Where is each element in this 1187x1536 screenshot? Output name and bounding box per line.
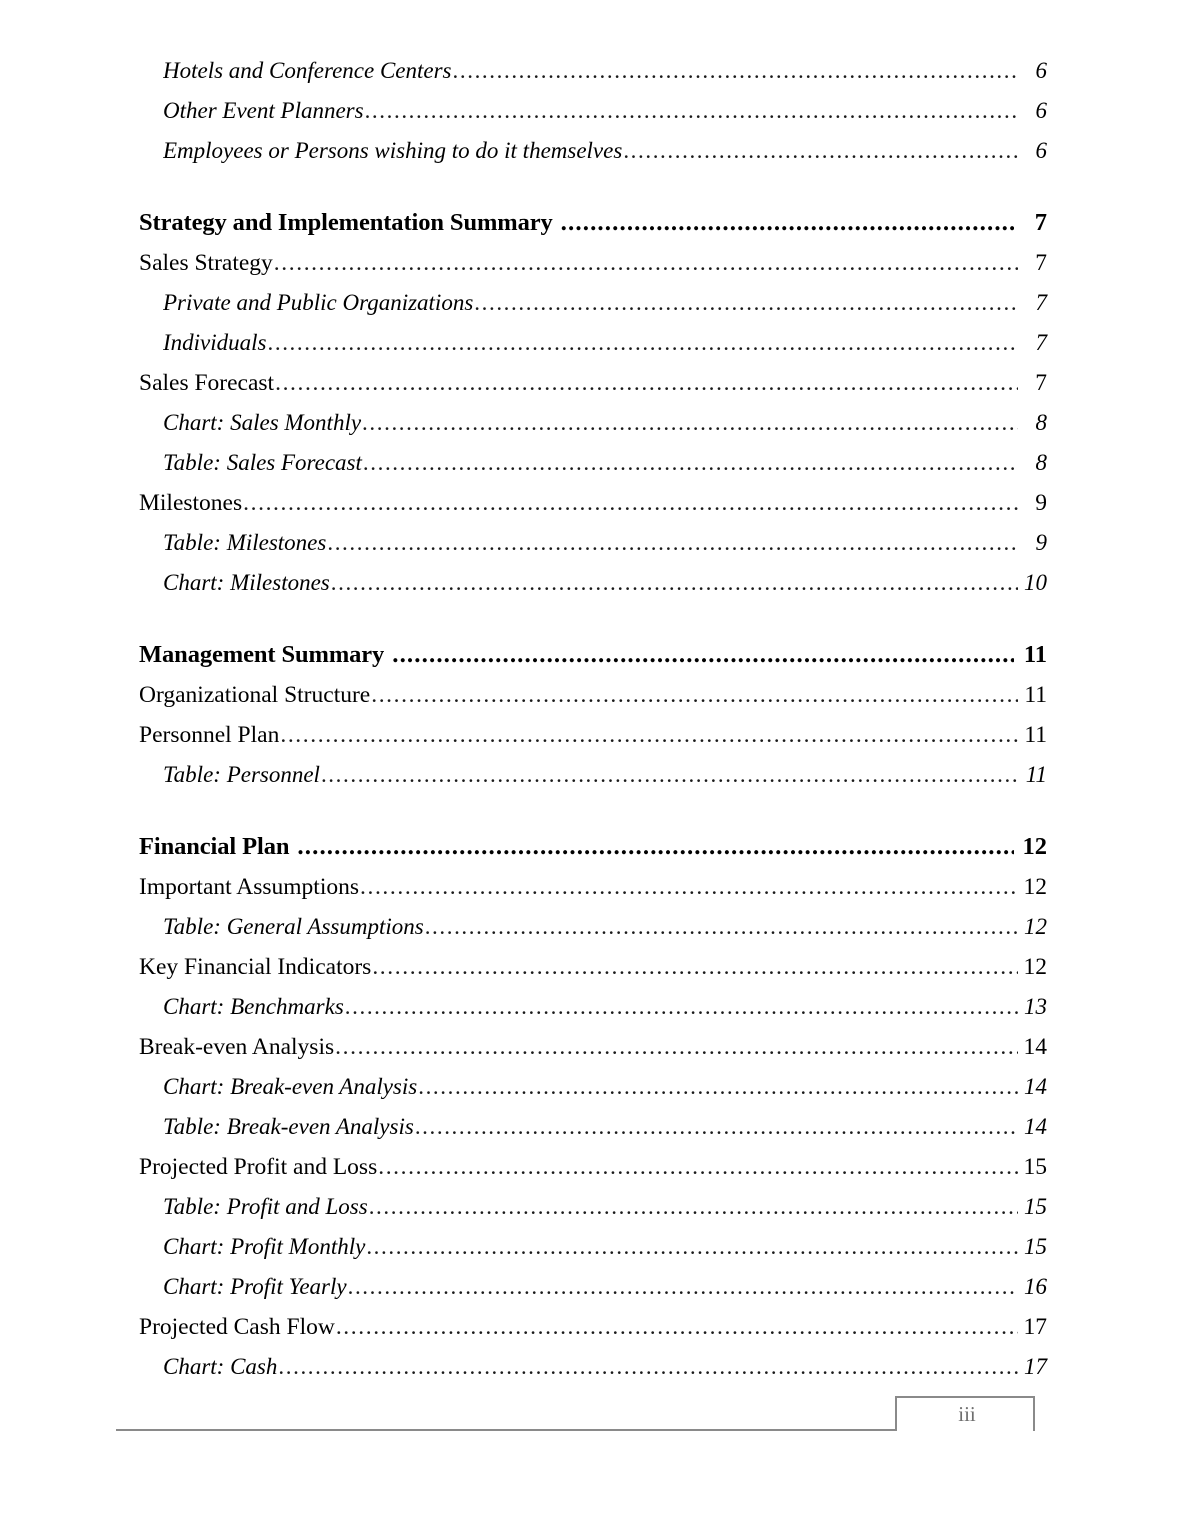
toc-entry[interactable] (139, 641, 1047, 682)
toc-entry-page-number: 12 (1023, 874, 1047, 900)
toc-dot-leader (336, 1314, 1018, 1338)
toc-entry-page-number: 15 (1024, 1234, 1047, 1259)
toc-entry-page-number: 17 (1024, 1354, 1047, 1379)
toc-dot-leader (275, 370, 1018, 394)
toc-entry[interactable] (139, 138, 1047, 178)
toc-entry-page-number: 15 (1023, 1154, 1047, 1180)
toc-entry-page-number: 12 (1024, 914, 1047, 939)
toc-entry-page-number: 6 (1035, 138, 1047, 163)
toc-entry[interactable] (139, 954, 1047, 994)
toc-entry[interactable] (139, 722, 1047, 762)
toc-entry[interactable] (139, 250, 1047, 290)
toc-entry[interactable] (139, 209, 1047, 250)
toc-entry-page-number: 17 (1023, 1314, 1047, 1340)
toc-dot-leader (362, 410, 1018, 433)
toc-entry[interactable] (139, 490, 1047, 530)
toc-entry-page-number: 13 (1024, 994, 1047, 1019)
toc-entry-page-number: 14 (1024, 1114, 1047, 1139)
toc-entry-title: Organizational Structure (139, 682, 371, 708)
toc-entry-title: Financial Plan (139, 833, 290, 860)
toc-dot-leader (327, 530, 1018, 553)
page-number: iii (958, 1402, 976, 1426)
page-footer (0, 1396, 1187, 1466)
toc-entry[interactable] (139, 833, 1047, 874)
toc-dot-leader (331, 570, 1018, 593)
toc-entry[interactable] (139, 98, 1047, 138)
toc-dot-leader (425, 914, 1018, 937)
toc-entry-page-number: 12 (1022, 833, 1047, 860)
toc-entry-page-number: 11 (1023, 641, 1047, 668)
toc-entry-title: Personnel Plan (139, 722, 280, 748)
toc-entry-page-number: 15 (1024, 1194, 1047, 1219)
toc-entry-title: Chart: Profit Monthly (163, 1234, 366, 1259)
toc-entry-page-number: 11 (1024, 682, 1047, 708)
toc-entry-title: Chart: Cash (163, 1354, 278, 1379)
toc-entry-title: Hotels and Conference Centers (163, 58, 452, 83)
toc-entry-page-number: 7 (1035, 330, 1047, 355)
toc-entry[interactable] (139, 682, 1047, 722)
toc-entry-page-number: 7 (1035, 290, 1047, 315)
table-of-contents (139, 58, 1047, 1394)
toc-entry[interactable] (139, 1274, 1047, 1314)
toc-dot-leader (371, 682, 1018, 706)
toc-entry-title: Management Summary (139, 641, 385, 668)
toc-dot-leader (297, 833, 1014, 858)
toc-entry-title: Individuals (163, 330, 267, 355)
toc-entry-page-number: 11 (1024, 722, 1047, 748)
toc-dot-leader (415, 1114, 1018, 1137)
toc-entry-page-number: 7 (1035, 250, 1047, 276)
toc-entry[interactable] (139, 1154, 1047, 1194)
toc-dot-leader (561, 209, 1014, 234)
toc-entry[interactable] (139, 1354, 1047, 1394)
page-number-box (895, 1396, 1035, 1431)
toc-dot-leader (243, 490, 1018, 514)
toc-dot-leader (363, 450, 1018, 473)
toc-entry-page-number: 14 (1024, 1074, 1047, 1099)
toc-entry-page-number: 8 (1035, 410, 1047, 435)
toc-entry[interactable] (139, 1234, 1047, 1274)
toc-entry[interactable] (139, 914, 1047, 954)
toc-dot-leader (274, 250, 1018, 274)
toc-entry-title: Chart: Benchmarks (163, 994, 344, 1019)
toc-entry-title: Important Assumptions (139, 874, 359, 900)
toc-dot-leader (369, 1194, 1018, 1217)
toc-entry-title: Strategy and Implementation Summary (139, 209, 553, 236)
toc-entry-title: Break-even Analysis (139, 1034, 335, 1060)
toc-dot-leader (366, 1234, 1018, 1257)
toc-entry[interactable] (139, 370, 1047, 410)
toc-entry-title: Table: General Assumptions (163, 914, 424, 939)
toc-entry[interactable] (139, 58, 1047, 98)
toc-entry-title: Other Event Planners (163, 98, 364, 123)
toc-entry[interactable] (139, 994, 1047, 1034)
toc-entry-title: Table: Sales Forecast (163, 450, 362, 475)
toc-dot-leader (372, 954, 1018, 978)
toc-entry[interactable] (139, 530, 1047, 570)
toc-entry-title: Table: Profit and Loss (163, 1194, 368, 1219)
toc-dot-leader (335, 1034, 1018, 1058)
toc-entry[interactable] (139, 1114, 1047, 1154)
toc-dot-leader (623, 138, 1018, 161)
toc-entry-title: Table: Milestones (163, 530, 327, 555)
toc-entry-title: Milestones (139, 490, 243, 516)
toc-dot-leader (418, 1074, 1018, 1097)
toc-entry-title: Employees or Persons wishing to do it themselves (163, 138, 623, 163)
toc-entry-page-number: 11 (1025, 762, 1047, 787)
toc-dot-leader (360, 874, 1018, 898)
toc-dot-leader (365, 98, 1018, 121)
toc-entry-title: Chart: Sales Monthly (163, 410, 362, 435)
toc-entry[interactable] (139, 1034, 1047, 1074)
toc-entry[interactable] (139, 1314, 1047, 1354)
toc-entry-title: Table: Personnel (163, 762, 320, 787)
toc-entry-page-number: 6 (1035, 58, 1047, 83)
toc-entry-title: Chart: Profit Yearly (163, 1274, 347, 1299)
toc-entry-page-number: 7 (1035, 370, 1047, 396)
toc-entry-title: Key Financial Indicators (139, 954, 372, 980)
toc-entry-title: Chart: Milestones (163, 570, 330, 595)
toc-entry[interactable] (139, 762, 1047, 802)
toc-entry-page-number: 16 (1024, 1274, 1047, 1299)
toc-entry-title: Chart: Break-even Analysis (163, 1074, 418, 1099)
toc-entry[interactable] (139, 1194, 1047, 1234)
toc-entry-page-number: 9 (1035, 490, 1047, 516)
toc-dot-leader (345, 994, 1018, 1017)
toc-dot-leader (378, 1154, 1018, 1178)
toc-entry[interactable] (139, 290, 1047, 330)
footer-rule (116, 1429, 897, 1431)
toc-entry[interactable] (139, 410, 1047, 450)
toc-entry-title: Private and Public Organizations (163, 290, 474, 315)
toc-entry-page-number: 7 (1034, 209, 1047, 236)
toc-entry[interactable] (139, 570, 1047, 610)
toc-dot-leader (392, 641, 1014, 666)
toc-entry-title: Sales Forecast (139, 370, 275, 396)
toc-entry-page-number: 9 (1035, 530, 1047, 555)
toc-entry-title: Sales Strategy (139, 250, 273, 276)
toc-entry[interactable] (139, 1074, 1047, 1114)
toc-dot-leader (280, 722, 1018, 746)
toc-entry-page-number: 12 (1023, 954, 1047, 980)
toc-entry-title: Projected Cash Flow (139, 1314, 335, 1340)
toc-entry[interactable] (139, 874, 1047, 914)
toc-entry[interactable] (139, 450, 1047, 490)
toc-dot-leader (268, 330, 1019, 353)
toc-entry-title: Projected Profit and Loss (139, 1154, 378, 1180)
toc-entry-page-number: 8 (1035, 450, 1047, 475)
toc-dot-leader (474, 290, 1018, 313)
toc-entry[interactable] (139, 330, 1047, 370)
toc-entry-page-number: 14 (1023, 1034, 1047, 1060)
toc-entry-page-number: 10 (1024, 570, 1047, 595)
toc-dot-leader (453, 58, 1018, 81)
toc-entry-title: Table: Break-even Analysis (163, 1114, 414, 1139)
toc-entry-page-number: 6 (1035, 98, 1047, 123)
toc-dot-leader (348, 1274, 1018, 1297)
toc-dot-leader (278, 1354, 1018, 1377)
toc-dot-leader (321, 762, 1018, 785)
